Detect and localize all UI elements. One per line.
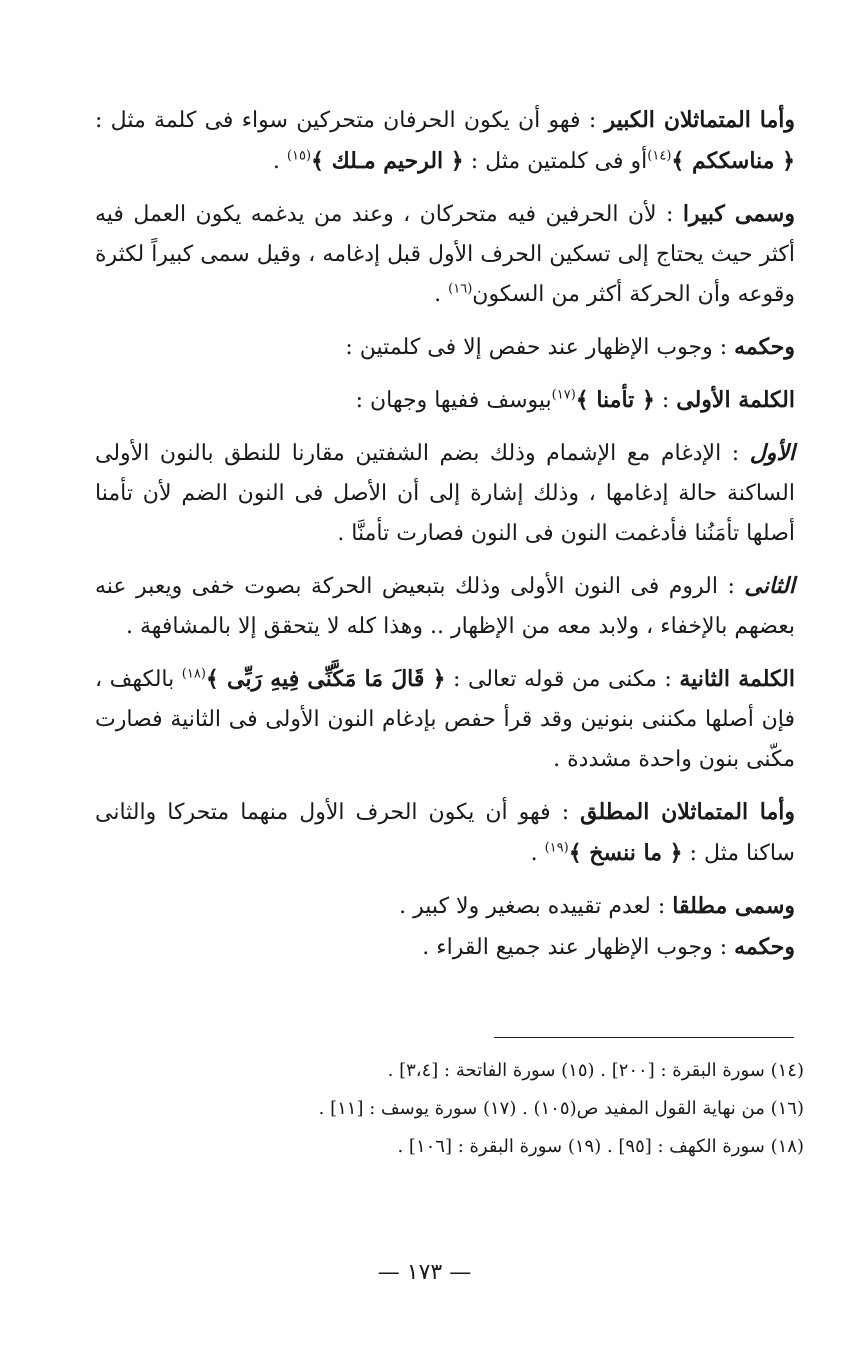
- term-first-word: الكلمة الأولى: [676, 387, 795, 413]
- footnote-ref: (١٥): [286, 148, 312, 164]
- footnote-line: (١٨) سورة الكهف : [٩٥] . (١٩) سورة البقرة : [١٠٦] .: [397, 1136, 804, 1157]
- paragraph-end: .: [434, 282, 449, 307]
- paragraph-text: : فهو أن يكون الحرف الأول منهما متحركا والثانى ساكنا مثل :: [95, 800, 795, 866]
- paragraph-text: : فهو أن يكون الحرفان متحركين سواء فى كلمة مثل :: [95, 108, 605, 133]
- paragraph-ruling: [95, 327, 795, 368]
- footnote-line: (١٤) سورة البقرة : [٢٠٠] . (١٥) سورة الفاتحة : [٣،٤] .: [387, 1060, 804, 1081]
- paragraph-text: : لعدم تقييده بصغير ولا كبير .: [399, 894, 673, 919]
- term-absolute-identical: وأما المتماثلان المطلق: [580, 799, 795, 825]
- footnote-ref: (١٤): [647, 148, 672, 164]
- paragraph-text: : لأن الحرفين فيه متحركان ، وعند من يدغمه يكون العمل فيه أكثر حيث يحتاج إلى تسكين الحرف الأول قبل إدغامه ، وقيل سمى كبيراً لكثرة وقوعه وأن الحركة أكثر من السكون: [95, 202, 795, 307]
- paragraph-first-word: [95, 380, 795, 421]
- page-body: [95, 100, 795, 968]
- term-second-aspect: الثانى: [744, 573, 795, 599]
- footnote-ref: (١٨): [181, 666, 206, 682]
- paragraph-end: .: [530, 841, 545, 866]
- page-number: — ١٧٣ —: [377, 1260, 472, 1285]
- paragraph-text: بيوسف ففيها وجهان :: [355, 388, 552, 413]
- paragraph-major-identical: [95, 100, 795, 182]
- paragraph-text: بالكهف ، فإن أصلها مكننى بنونين وقد قرأ حفص بإدغام النون الأولى فى الثانية فصارت مكّنى بنون واحدة مشددة .: [95, 667, 795, 772]
- term-major-identical: وأما المتماثلان الكبير: [604, 107, 795, 133]
- paragraph-text: : الإدغام مع الإشمام وذلك بضم الشفتين مقارنا للنطق بالنون الأولى الساكنة حالة إدغامها ، وذلك إشارة إلى أن الأصل فى النون الضم لأن تأمنا أصلها تأمَنُنا فأدغمت النون فى النون فصارت تأمنَّا .: [95, 441, 795, 546]
- term-second-word: الكلمة الثانية: [679, 666, 795, 692]
- quran-quote: ﴿ ما ننسخ ﴾: [568, 840, 683, 866]
- paragraph-second-aspect: [95, 566, 795, 647]
- paragraph-text: : الروم فى النون الأولى وذلك بتبعيض الحركة بصوت خفى ويعبر عنه بعضهم بالإخفاء ، ولابد معه من الإظهار .. وهذا كله لا يتحقق إلا بالمشافهة .: [95, 574, 795, 639]
- quran-quote: ﴿ مناسككم ﴾: [671, 148, 795, 174]
- quran-quote: ﴿ قَالَ مَا مَكَّنِّى فِيهِ رَبِّى ﴾: [205, 666, 446, 692]
- term-ruling-absolute: وحكمه: [734, 934, 795, 960]
- term-ruling: وحكمه: [734, 334, 795, 360]
- footnote-ref: (١٩): [544, 840, 569, 856]
- paragraph-called-major: [95, 194, 795, 315]
- footnote-separator: [494, 1037, 794, 1038]
- paragraph-called-absolute: [275, 886, 795, 927]
- paragraph-text: : مكنى من قوله تعالى :: [445, 667, 680, 692]
- term-called-absolute: وسمى مطلقا: [672, 893, 795, 919]
- term-called-major: وسمى كبيرا: [682, 201, 795, 227]
- paragraph-ruling-absolute: [275, 927, 795, 968]
- footnotes: [104, 1052, 804, 1166]
- quran-quote: ﴿ الرحيم مـلك ﴾: [311, 148, 464, 174]
- paragraph-first-aspect: [95, 433, 795, 554]
- paragraph-end: .: [272, 149, 287, 174]
- paragraph-text: أو فى كلمتين مثل :: [463, 149, 648, 174]
- paragraph-text: : وجوب الإظهار عند حفص إلا فى كلمتين :: [345, 335, 735, 360]
- footnote-ref: (١٦): [448, 281, 473, 297]
- term-first-aspect: الأول: [749, 440, 795, 466]
- paragraph-absolute-identical: [95, 792, 795, 874]
- footnote-line: (١٦) من نهاية القول المفيد ص(١٠٥) . (١٧) سورة يوسف : [١١] .: [318, 1098, 804, 1119]
- paragraph-second-word: [95, 659, 795, 780]
- quran-quote: ﴿ تأمنا ﴾: [575, 387, 655, 413]
- paragraph-text: : وجوب الإظهار عند جميع القراء .: [422, 935, 735, 960]
- footnote-ref: (١٧): [551, 387, 576, 403]
- paragraph-text: :: [654, 388, 677, 413]
